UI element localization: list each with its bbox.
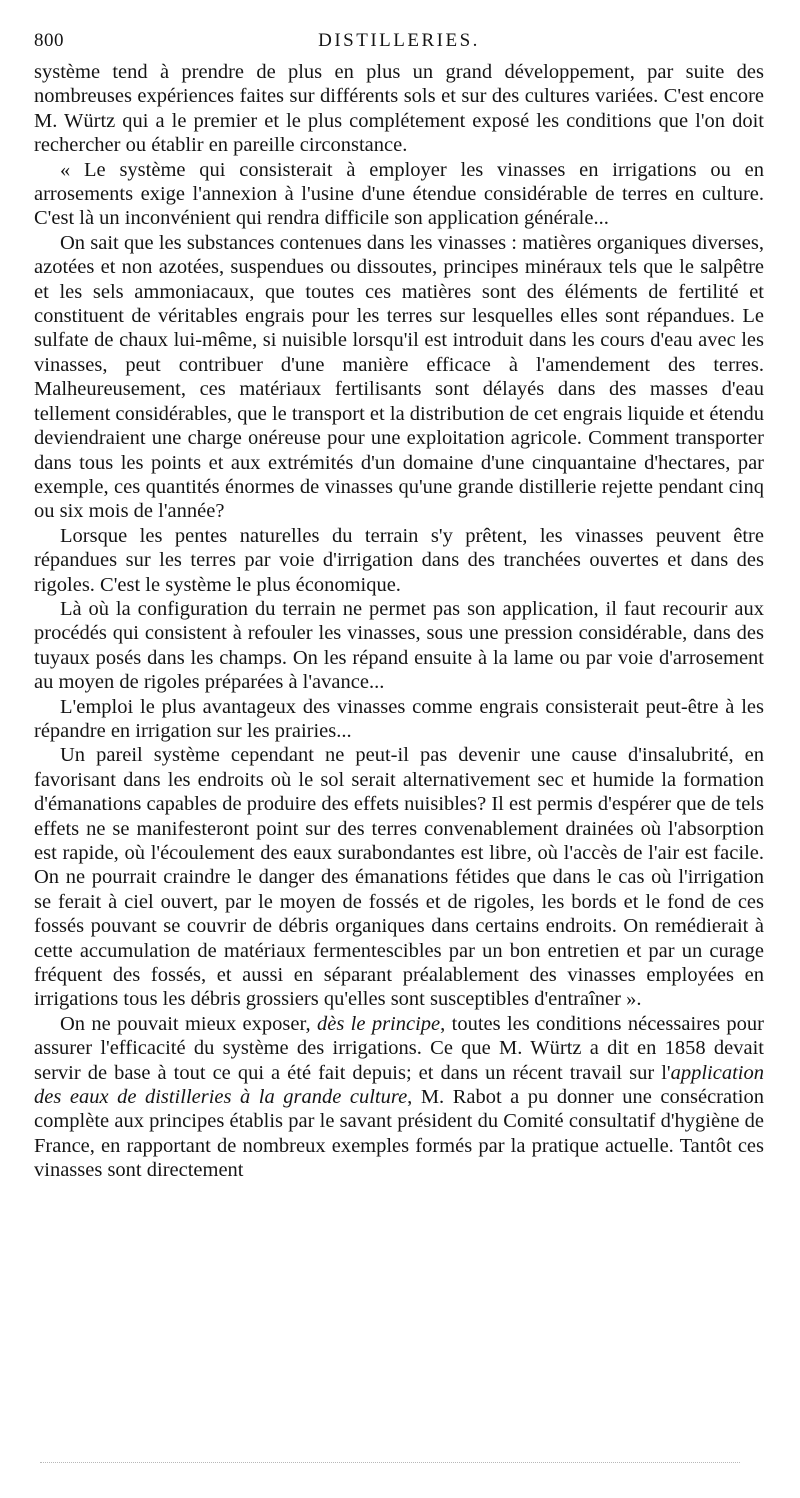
- paragraph: Lorsque les pentes naturelles du terrain s'y prêtent, les vinasses peuvent être répandues sur les terres par voie d'irrigation dans des tranchées ouvertes et dans des rigoles. C'est le système le plus économique.: [34, 524, 764, 596]
- paragraph: Là où la configuration du terrain ne permet pas son application, il faut recourir aux procédés qui consistent à refouler les vinasses, sous une pression considérable, dans des tuyaux posés dans les champs. On les répand ensuite à la lame ou par voie d'arrosement au moyen de rigoles préparées à l'avance...: [34, 597, 764, 694]
- paragraph: [34, 1012, 764, 1183]
- paragraph: L'emploi le plus avantageux des vinasses comme engrais consisterait peut-être à les répandre en irrigation sur les prairies...: [34, 695, 764, 742]
- page-number: 800: [34, 30, 64, 51]
- italic-phrase: dès le principe: [316, 1012, 441, 1035]
- text-run: , toutes les conditions nécessaires pour assurer l'efficacité du système des irrigations. Ce que M. Würtz a dit en 1858 devait servir de base à tout ce qui a été fait depuis; et dans un récent travail sur l': [34, 1012, 764, 1084]
- footer-rule: [40, 1462, 740, 1463]
- paragraph: On sait que les substances contenues dans les vinasses : matières organiques diverses, azotées et non azotées, suspendues ou dissoutes, principes minéraux tels que le salpêtre et les sels ammoniacaux, que toutes ces matières sont des éléments de fertilité et constituent de véritables engrais pour les terres sur lesquelles elles sont répandues. Le sulfate de chaux lui-même, si nuisible lorsqu'il est introduit dans les cours d'eau avec les vinasses, peut contribuer d'une manière efficace à l'amendement des terres. Malheureusement, ces matériaux fertilisants sont délayés dans des masses d'eau tellement considérables, que le transport et la distribution de cet engrais liquide et étendu deviendraient une charge onéreuse pour une exploitation agricole. Comment transporter dans tous les points et aux extrémités d'un domaine d'une cinquantaine d'hectares, par exemple, ces quantités énormes de vinasses qu'une grande distillerie rejette pendant cinq ou six mois de l'année?: [34, 231, 764, 523]
- paragraph: Un pareil système cependant ne peut-il pas devenir une cause d'insalubrité, en favorisant dans les endroits où le sol serait alternativement sec et humide la formation d'émanations capables de produire des effets nuisibles? Il est permis d'espérer que de tels effets ne se manifesteront point sur des terres convenablement drainées où l'absorption est rapide, où l'écoulement des eaux surabondantes est libre, où l'accès de l'air est facile. On ne pourrait craindre le danger des émanations fétides que dans le cas où l'irrigation se ferait à ciel ouvert, par le moyen de fossés et de rigoles, les bords et le fond de ces fossés pouvant se couvrir de débris organiques dans certains endroits. On remédierait à cette accumulation de matériaux fermentescibles par un bon entretien et par un curage fréquent des fossés, et aussi en séparant préalablement des vinasses employées en irrigations tous les débris grossiers qu'elles sont susceptibles d'entraîner ».: [34, 744, 764, 1011]
- page-header: [34, 30, 764, 58]
- book-page: [34, 0, 764, 1498]
- body-text: [34, 60, 764, 1183]
- italic-title: application des eaux de distilleries à la grande culture: [34, 1061, 764, 1109]
- text-run: On ne pouvait mieux exposer,: [60, 1012, 317, 1035]
- paragraph: « Le système qui consisterait à employer les vinasses en irrigations ou en arrosements exige l'annexion à l'usine d'une étendue considérable de terres en culture. C'est là un inconvénient qui rendra difficile son application générale...: [34, 158, 764, 230]
- paragraph: système tend à prendre de plus en plus un grand développement, par suite des nombreuses expériences faites sur différents sols et sur des cultures variées. C'est encore M. Würtz qui a le premier et le plus complétement exposé les conditions que l'on doit rechercher ou établir en pareille circonstance.: [34, 61, 764, 157]
- running-head: DISTILLERIES.: [318, 30, 480, 51]
- text-run: , M. Rabot a pu donner une consécration complète aux principes établis par le savant président du Comité consultatif d'hygiène de France, en rapportant de nombreux exemples formés par la pratique actuelle. Tantôt ces vinasses sont directement: [34, 1086, 764, 1182]
